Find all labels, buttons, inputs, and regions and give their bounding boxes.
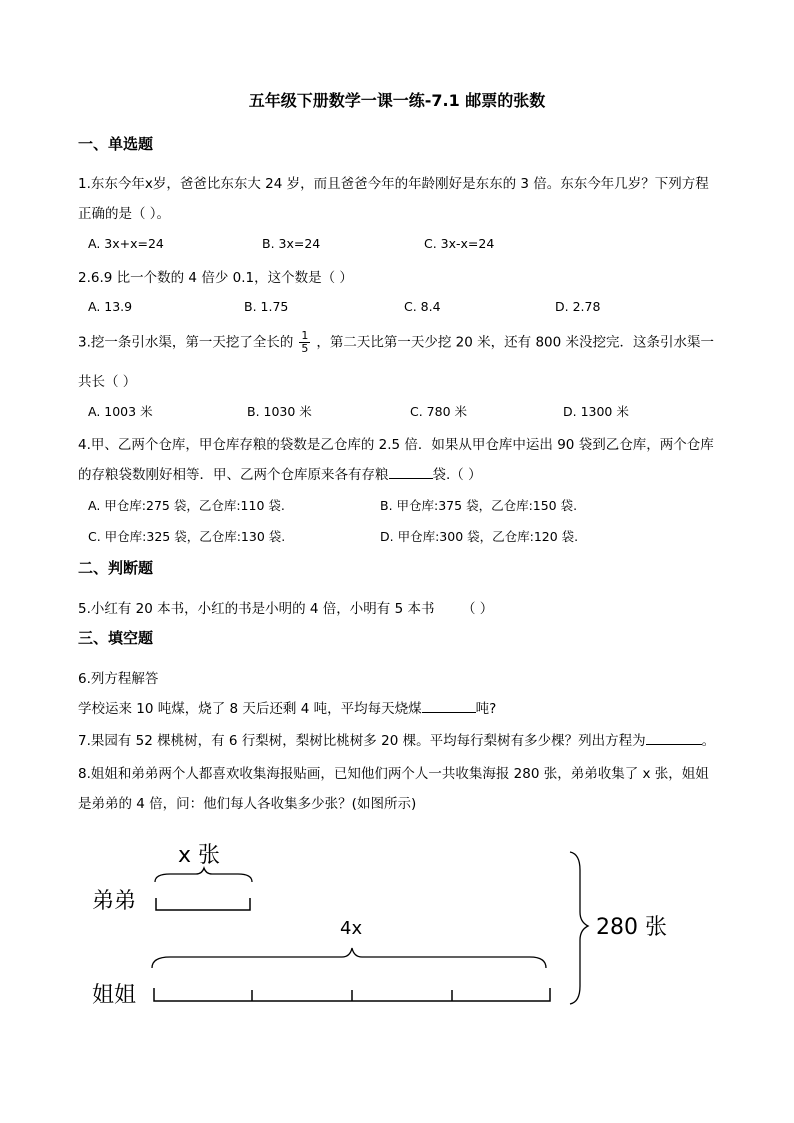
diagram-label-brother: 弟弟	[92, 889, 137, 914]
fraction-numerator: 1	[301, 329, 309, 342]
sister-brace	[152, 948, 546, 968]
total-brace	[570, 852, 588, 1004]
section-heading-single-choice: 一、单选题	[78, 135, 154, 153]
question-3-option-a: A. 1003 米	[88, 404, 153, 419]
answer-blank[interactable]	[646, 732, 702, 745]
fraction-denominator: 5	[301, 342, 309, 355]
section-heading-true-false: 二、判断题	[78, 559, 154, 577]
question-3-option-d: D. 1300 米	[563, 404, 629, 419]
question-2-line-1: 2.6.9 比一个数的 4 倍少 0.1，这个数是（ ）	[78, 270, 353, 286]
question-1-option-b: B. 3x=24	[262, 236, 321, 251]
question-3-text-after-fraction: ，第二天比第一天少挖 20 米，还有 800 米没挖完．这条引水渠一	[316, 334, 715, 351]
question-7-text-before-blank: 7.果园有 52 棵桃树，有 6 行梨树，梨树比桃树多 20 棵。平均每行梨树有多少棵？列出方程为	[78, 733, 646, 749]
section-heading-fill-in: 三、填空题	[78, 629, 154, 647]
question-4-line-1: 4.甲、乙两个仓库，甲仓库存粮的袋数是乙仓库的 2.5 倍．如果从甲仓库中运出 90 袋到乙仓库，两个仓库	[78, 437, 714, 453]
brother-segment	[156, 898, 250, 910]
question-4-text-after-blank: 袋.（ ）	[432, 467, 482, 483]
brother-brace	[155, 868, 252, 882]
diagram-label-x: x 张	[178, 843, 221, 868]
page-title: 五年级下册数学一课一练-7.1 邮票的张数	[248, 91, 546, 110]
question-4-option-c: C. 甲仓库:325 袋，乙仓库:130 袋.	[88, 529, 286, 544]
question-3-line-2: 共长（ ）	[78, 374, 137, 390]
answer-blank[interactable]	[389, 466, 433, 479]
segment-diagram	[80, 830, 720, 1020]
question-7-text-after-blank: 。	[701, 733, 716, 749]
question-4-option-b: B. 甲仓库:375 袋，乙仓库:150 袋.	[380, 498, 578, 513]
question-6-text-before-blank: 学校运来 10 吨煤，烧了 8 天后还剩 4 吨，平均每天烧煤	[78, 701, 422, 717]
question-8-line-2: 是弟弟的 4 倍，问：他们每人各收集多少张？(如图所示)	[78, 796, 417, 812]
question-3-option-c: C. 780 米	[410, 404, 468, 419]
answer-blank[interactable]	[422, 700, 476, 713]
diagram-label-total: 280 张	[596, 915, 667, 940]
question-7-text	[78, 729, 715, 749]
question-5-text: 5.小红有 20 本书，小红的书是小明的 4 倍，小明有 5 本书	[78, 601, 435, 617]
question-3-text-before-fraction: 3.挖一条引水渠，第一天挖了全长的	[78, 334, 294, 351]
question-4-text-before-blank: 的存粮袋数刚好相等．甲、乙两个仓库原来各有存粮	[78, 467, 389, 483]
question-4-line-2	[78, 463, 482, 483]
question-1-line-1: 1.东东今年x岁，爸爸比东东大 24 岁，而且爸爸今年的年龄刚好是东东的 3 倍。东东今年几岁？下列方程	[78, 176, 709, 192]
question-4-option-a: A. 甲仓库:275 袋，乙仓库:110 袋.	[88, 498, 285, 513]
question-1-option-a: A. 3x+x=24	[88, 236, 164, 251]
diagram-label-sister: 姐姐	[92, 983, 137, 1008]
question-1-line-2: 正确的是（ ）。	[78, 206, 171, 222]
question-2-option-c: C. 8.4	[404, 299, 441, 314]
question-8-line-1: 8.姐姐和弟弟两个人都喜欢收集海报贴画，已知他们两个人一共收集海报 280 张，弟弟收集了 x 张，姐姐	[78, 766, 709, 782]
question-6-text-after-blank: 吨?	[475, 701, 497, 717]
question-5-answer-paren: （ ）	[462, 601, 494, 617]
question-2-option-d: D. 2.78	[555, 299, 601, 314]
question-6-line-1: 6.列方程解答	[78, 671, 159, 687]
fraction-one-fifth	[299, 330, 310, 355]
question-3-option-b: B. 1030 米	[247, 404, 312, 419]
question-2-option-a: A. 13.9	[88, 299, 133, 314]
diagram-label-4x: 4x	[340, 918, 363, 939]
question-6-line-2	[78, 697, 496, 717]
question-2-option-b: B. 1.75	[244, 299, 289, 314]
question-1-option-c: C. 3x-x=24	[424, 236, 495, 251]
question-4-option-d: D. 甲仓库:300 袋，乙仓库:120 袋.	[380, 529, 579, 544]
question-3-line-1	[78, 330, 714, 355]
